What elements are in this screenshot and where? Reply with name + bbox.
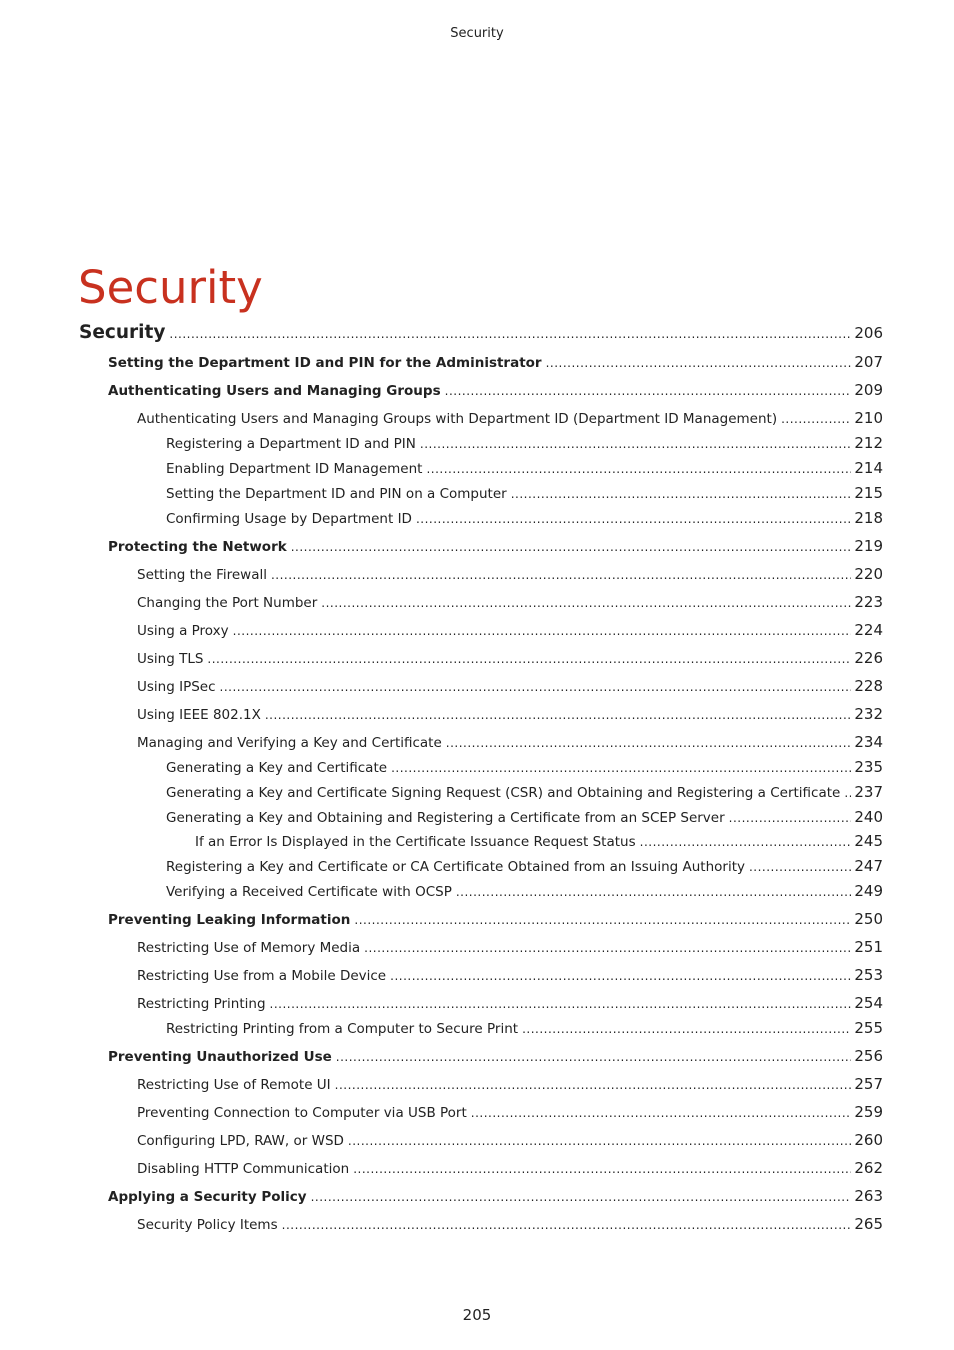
toc-entry[interactable]: [166, 857, 883, 875]
toc-entry-page: 237: [854, 783, 883, 801]
toc-entry-title: Protecting the Network: [108, 539, 287, 555]
toc-entry-title: Applying a Security Policy: [108, 1189, 307, 1205]
toc-entry[interactable]: [79, 322, 883, 343]
toc-entry-page: 247: [854, 857, 883, 875]
toc-entry-page: 260: [854, 1131, 883, 1149]
page-number: 205: [462, 1306, 492, 1324]
dot-leader: [546, 356, 852, 370]
dot-leader: [749, 860, 851, 874]
toc-entry-page: 259: [854, 1103, 883, 1121]
toc-entry-page: 262: [854, 1159, 883, 1177]
toc-entry-title: Generating a Key and Certificate Signing Request (CSR) and Obtaining and Registering a Certificate: [166, 785, 841, 801]
toc-entry-page: 210: [854, 409, 883, 427]
toc-entry-title: Preventing Unauthorized Use: [108, 1049, 332, 1065]
toc-entry[interactable]: [166, 484, 883, 502]
toc-entry[interactable]: [137, 966, 883, 984]
dot-leader: [348, 1134, 851, 1148]
dot-leader: [640, 835, 852, 849]
dot-leader: [522, 1022, 851, 1036]
toc-entry[interactable]: [137, 409, 883, 427]
dot-leader: [511, 487, 852, 501]
toc-entry-page: 255: [854, 1019, 883, 1037]
toc-entry-title: Registering a Department ID and PIN: [166, 436, 416, 452]
dot-leader: [233, 624, 852, 638]
toc-entry[interactable]: [137, 733, 883, 751]
toc-entry-page: 219: [854, 537, 883, 555]
toc-entry-title: Setting the Department ID and PIN on a Computer: [166, 486, 507, 502]
dot-leader: [335, 1078, 852, 1092]
toc-entry-page: 224: [854, 621, 883, 639]
chapter-title: Security: [78, 261, 263, 315]
dot-leader: [336, 1050, 852, 1064]
toc-entry-title: If an Error Is Displayed in the Certificate Issuance Request Status: [195, 834, 636, 850]
dot-leader: [270, 997, 852, 1011]
toc-entry[interactable]: [137, 1159, 883, 1177]
dot-leader: [456, 885, 852, 899]
toc-entry-page: 249: [854, 882, 883, 900]
toc-entry-title: Generating a Key and Obtaining and Registering a Certificate from an SCEP Server: [166, 810, 725, 826]
toc-entry[interactable]: [166, 808, 883, 826]
toc-entry-title: Confirming Usage by Department ID: [166, 511, 412, 527]
toc-entry-title: Restricting Use of Memory Media: [137, 940, 361, 956]
toc-entry-title: Generating a Key and Certificate: [166, 760, 388, 776]
toc-entry[interactable]: [137, 994, 883, 1012]
toc-entry-page: 235: [854, 758, 883, 776]
toc-entry[interactable]: [137, 938, 883, 956]
toc-entry-page: 220: [854, 565, 883, 583]
toc-entry-title: Preventing Connection to Computer via USB Port: [137, 1105, 467, 1121]
running-header: Security: [450, 26, 504, 41]
toc-entry[interactable]: [137, 565, 883, 583]
toc-entry[interactable]: [137, 1215, 883, 1233]
toc-entry-page: 232: [854, 705, 883, 723]
toc-entry-page: 214: [854, 459, 883, 477]
toc-entry-title: Using a Proxy: [137, 623, 229, 639]
toc-entry-page: 226: [854, 649, 883, 667]
toc-entry-title: Authenticating Users and Managing Groups: [108, 383, 441, 399]
toc-entry[interactable]: [108, 353, 883, 371]
toc-entry[interactable]: [195, 832, 883, 850]
toc-entry[interactable]: [137, 621, 883, 639]
dot-leader: [265, 708, 852, 722]
toc-entry-title: Restricting Printing from a Computer to Secure Print: [166, 1021, 519, 1037]
toc-entry-page: 228: [854, 677, 883, 695]
toc-entry[interactable]: [137, 1131, 883, 1149]
toc-entry[interactable]: [108, 910, 883, 928]
dot-leader: [271, 568, 851, 582]
toc-entry-title: Using TLS: [137, 651, 204, 667]
toc-entry-page: 215: [854, 484, 883, 502]
dot-leader: [391, 761, 851, 775]
toc-entry-page: 240: [854, 808, 883, 826]
toc-entry-page: 212: [854, 434, 883, 452]
toc-entry[interactable]: [166, 509, 883, 527]
toc-entry-title: Disabling HTTP Communication: [137, 1161, 350, 1177]
toc-entry-title: Verifying a Received Certificate with OCSP: [166, 884, 452, 900]
dot-leader: [781, 412, 851, 426]
dot-leader: [471, 1106, 852, 1120]
toc-entry-title: Authenticating Users and Managing Groups with Department ID (Department ID Management): [137, 411, 778, 427]
toc-entry-page: 257: [854, 1075, 883, 1093]
toc-entry-title: Security: [79, 322, 166, 343]
toc-entry[interactable]: [166, 758, 883, 776]
dot-leader: [420, 437, 851, 451]
toc-entry-title: Restricting Use from a Mobile Device: [137, 968, 387, 984]
toc-entry-title: Managing and Verifying a Key and Certificate: [137, 735, 442, 751]
toc-entry[interactable]: [108, 1047, 883, 1065]
toc-entry-page: 218: [854, 509, 883, 527]
toc-entry-title: Configuring LPD, RAW, or WSD: [137, 1133, 344, 1149]
dot-leader: [445, 384, 852, 398]
toc-entry-page: 207: [854, 353, 883, 371]
toc-entry[interactable]: [166, 434, 883, 452]
toc-entry[interactable]: [137, 649, 883, 667]
toc-entry[interactable]: [108, 1187, 883, 1205]
toc-entry-title: Changing the Port Number: [137, 595, 318, 611]
dot-leader: [844, 786, 851, 800]
toc-entry-page: 265: [854, 1215, 883, 1233]
toc-entry-page: 263: [854, 1187, 883, 1205]
dot-leader: [291, 540, 852, 554]
toc-entry[interactable]: [108, 537, 883, 555]
toc-entry[interactable]: [137, 593, 883, 611]
toc-entry-title: Security Policy Items: [137, 1217, 278, 1233]
toc-entry-title: Setting the Firewall: [137, 567, 267, 583]
toc-entry-title: Using IEEE 802.1X: [137, 707, 261, 723]
toc-entry-page: 245: [854, 832, 883, 850]
dot-leader: [446, 736, 852, 750]
toc-entry[interactable]: [166, 783, 883, 801]
toc-entry[interactable]: [166, 459, 883, 477]
dot-leader: [426, 462, 851, 476]
toc-entry[interactable]: [137, 677, 883, 695]
dot-leader: [416, 512, 851, 526]
toc-entry-title: Preventing Leaking Information: [108, 912, 351, 928]
toc-entry[interactable]: [137, 1075, 883, 1093]
dot-leader: [354, 913, 851, 927]
toc-entry-title: Restricting Printing: [137, 996, 266, 1012]
toc-entry-title: Enabling Department ID Management: [166, 461, 423, 477]
dot-leader: [207, 652, 851, 666]
dot-leader: [282, 1218, 852, 1232]
toc-entry-page: 223: [854, 593, 883, 611]
toc-entry-page: 206: [854, 324, 883, 342]
dot-leader: [311, 1190, 852, 1204]
toc-entry[interactable]: [108, 381, 883, 399]
dot-leader: [729, 811, 852, 825]
dot-leader: [169, 327, 851, 341]
toc-entry[interactable]: [137, 1103, 883, 1121]
toc-entry-page: 209: [854, 381, 883, 399]
dot-leader: [353, 1162, 851, 1176]
toc-entry[interactable]: [166, 882, 883, 900]
toc-entry-page: 254: [854, 994, 883, 1012]
toc-entry-title: Setting the Department ID and PIN for the Administrator: [108, 355, 542, 371]
toc-entry-page: 256: [854, 1047, 883, 1065]
toc-entry[interactable]: [137, 705, 883, 723]
dot-leader: [321, 596, 851, 610]
toc-entry-page: 253: [854, 966, 883, 984]
dot-leader: [364, 941, 851, 955]
toc-entry-title: Registering a Key and Certificate or CA Certificate Obtained from an Issuing Authority: [166, 859, 745, 875]
dot-leader: [390, 969, 851, 983]
toc-entry-page: 234: [854, 733, 883, 751]
toc-entry-title: Restricting Use of Remote UI: [137, 1077, 331, 1093]
dot-leader: [220, 680, 852, 694]
toc-entry-title: Using IPSec: [137, 679, 216, 695]
toc-entry-page: 250: [854, 910, 883, 928]
toc-entry-page: 251: [854, 938, 883, 956]
toc-entry[interactable]: [166, 1019, 883, 1037]
